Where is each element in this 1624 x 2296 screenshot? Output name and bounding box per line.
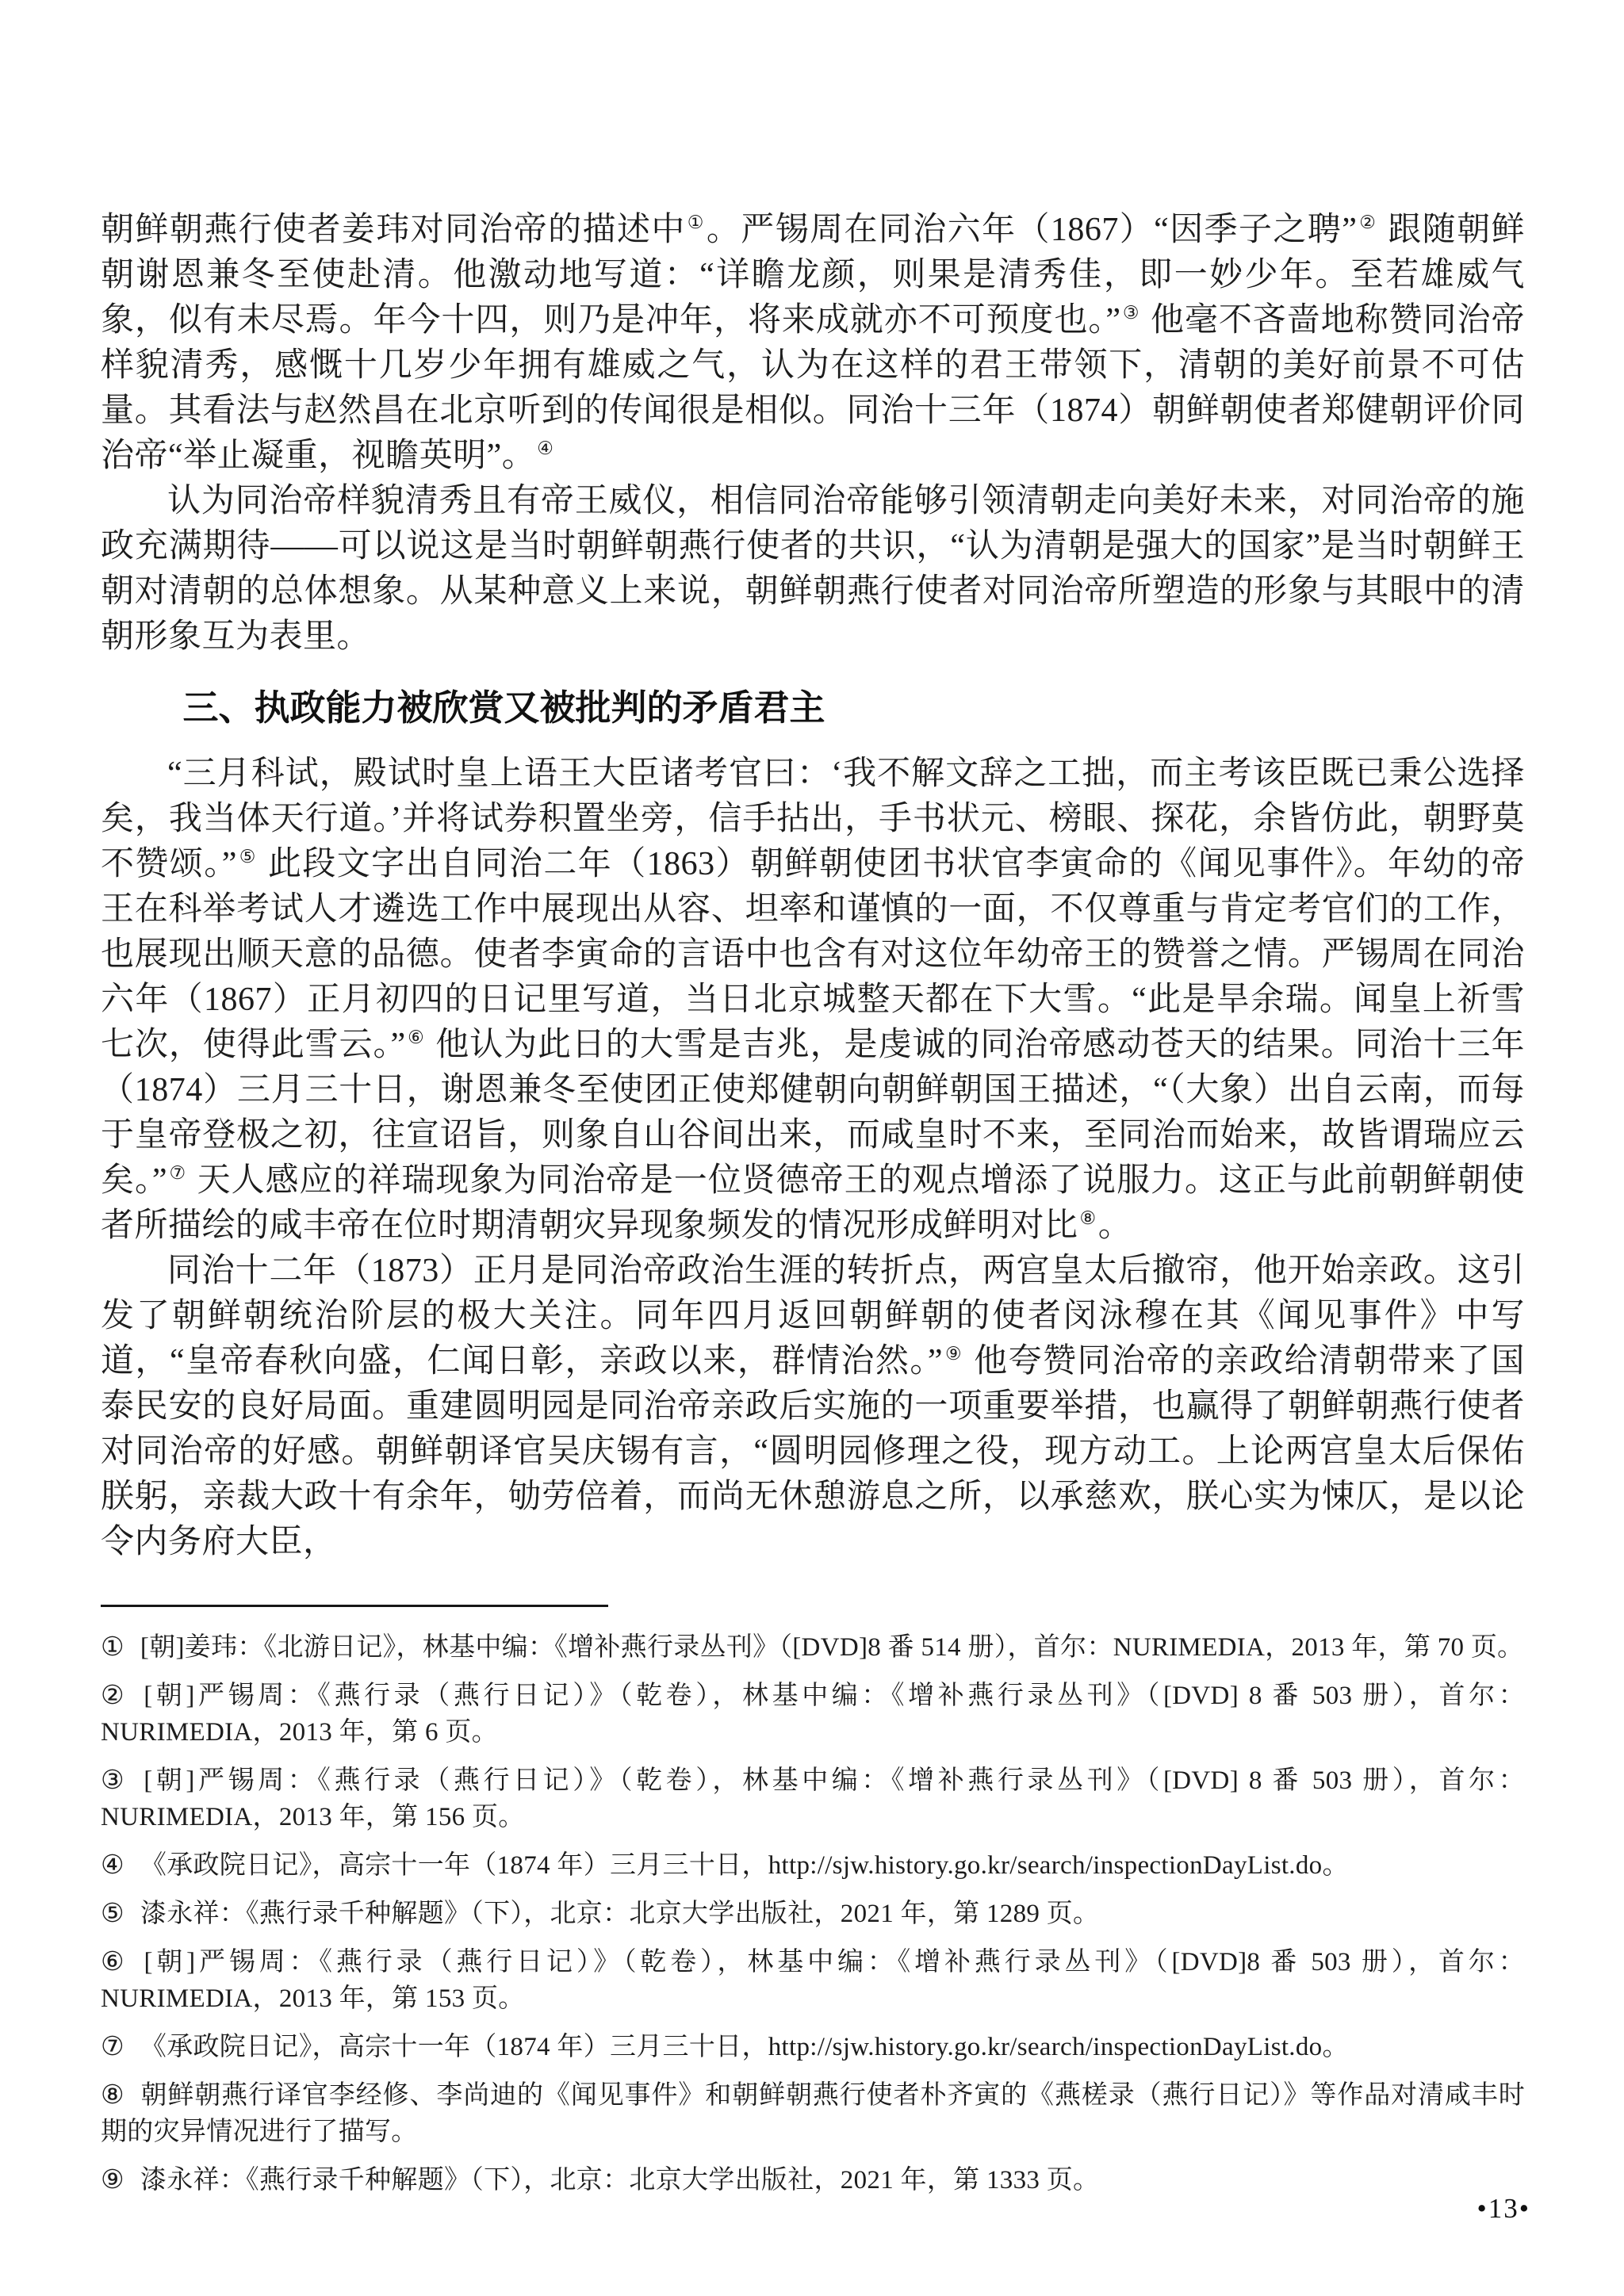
article-content <box>101 208 1525 2210</box>
footnote-marker: ⑨ <box>101 2166 124 2195</box>
footnote-text: 漆永祥：《燕行录千种解题》（下），北京：北京大学出版社，2021 年，第 1333 页。 <box>140 2166 1100 2195</box>
footnote-text: 漆永祥：《燕行录千种解题》（下），北京：北京大学出版社，2021 年，第 1289 页。 <box>140 1900 1100 1928</box>
footnote-item <box>101 1629 1525 1666</box>
footnote-divider <box>101 1605 608 1607</box>
footnote-text: 朝鲜朝燕行译官李经修、李尚迪的《闻见事件》和朝鲜朝燕行使者朴齐寅的《燕槎录（燕行日记）》等作品对清咸丰时期的灾异情况进行了描写。 <box>101 2081 1525 2146</box>
footnote-marker: ⑤ <box>101 1900 124 1928</box>
footnote-item <box>101 2162 1525 2198</box>
footnote-ref: ⑧ <box>1079 1207 1097 1228</box>
footnote-marker: ② <box>101 1682 128 1710</box>
paragraph: “三月科试，殿试时皇上语王大臣诸考官曰：‘我不解文辞之工拙，而主考该臣既已秉公选择矣，我当体天行道。’并将试券积置坐旁，信手拈出，手书状元、榜眼、探花，余皆仿此，朝野莫不赞颂。”⑤ 此段文字出自同治二年（1863）朝鲜朝使团书状官李寅命的《闻见事件》。年幼的帝王在科举考试人才遴选工作中展现出从容、坦率和谨慎的一面，不仅尊重与肯定考官们的工作，也展现出顺天意的品德。使者李寅命的言语中也含有对这位年幼帝王的赞誉之情。严锡周在同治六年（1867）正月初四的日记里写道，当日北京城整天都在下大雪。“此是旱余瑞。闻皇上祈雪七次，使得此雪云。”⑥ 他认为此日的大雪是吉兆，是虔诚的同治帝感动苍天的结果。同治十三年（1874）三月三十日，谢恩兼冬至使团正使郑健朝向朝鲜朝国王描述，“（大象）出自云南，而每于皇帝登极之初，往宣诏旨，则象自山谷间出来，而咸皇时不来，至同治而始来，故皆谓瑞应云矣。”⑦ 天人感应的祥瑞现象为同治帝是一位贤德帝王的观点增添了说服力。这正与此前朝鲜朝使者所描绘的咸丰帝在位时期清朝灾异现象频发的情况形成鲜明对比⑧。 <box>101 756 1525 1244</box>
page-number: •13• <box>1477 2193 1530 2224</box>
footnote-item <box>101 1896 1525 1932</box>
article-body <box>101 208 1525 1565</box>
footnote-item <box>101 1944 1525 2017</box>
footnote-ref: ① <box>687 212 705 232</box>
paragraph: 认为同治帝样貌清秀且有帝王威仪，相信同治帝能够引领清朝走向美好未来，对同治帝的施政充满期待——可以说这是当时朝鲜朝燕行使者的共识，“认为清朝是强大的国家”是当时朝鲜王朝对清朝的总体想象。从某种意义上来说，朝鲜朝燕行使者对同治帝所塑造的形象与其眼中的清朝形象互为表里。 <box>101 483 1525 655</box>
footnote-ref: ② <box>1358 212 1377 232</box>
paragraph: 同治十二年（1873）正月是同治帝政治生涯的转折点，两宫皇太后撤帘，他开始亲政。这引发了朝鲜朝统治阶层的极大关注。同年四月返回朝鲜朝的使者闵泳穆在其《闻见事件》中写道，“皇帝春秋向盛，仁闻日彰，亲政以来，群情治然。”⑨ 他夸赞同治帝的亲政给清朝带来了国泰民安的良好局面。重建圆明园是同治帝亲政后实施的一项重要举措，也赢得了朝鲜朝燕行使者对同治帝的好感。朝鲜朝译官吴庆锡有言，“圆明园修理之役，现方动工。上论两宫皇太后保佑朕躬，亲裁大政十有余年，劬劳倍着，而尚无休憩游息之所，以承慈欢，朕心实为悚仄，是以论令内务府大臣， <box>101 1253 1525 1560</box>
footnote-item <box>101 1678 1525 1751</box>
paragraph: 朝鲜朝燕行使者姜玮对同治帝的描述中①。严锡周在同治六年（1867）“因季子之聘”② 跟随朝鲜朝谢恩兼冬至使赴清。他激动地写道：“详瞻龙颜，则果是清秀佳，即一妙少年。至若雄威气象，似有未尽焉。年今十四，则乃是冲年，将来成就亦不可预度也。”③ 他毫不吝啬地称赞同治帝样貌清秀，感慨十几岁少年拥有雄威之气，认为在这样的君王带领下，清朝的美好前景不可估量。其看法与赵然昌在北京听到的传闻很是相似。同治十三年（1874）朝鲜朝使者郑健朝评价同治帝“举止凝重，视瞻英明”。④ <box>101 212 1525 474</box>
footnote-text: [朝]严锡周：《燕行录（燕行日记）》（乾卷），林基中编：《增补燕行录丛刊》（[DVD] 8 番 503 册），首尔：NURIMEDIA，2013 年，第 6 页。 <box>101 1682 1525 1747</box>
section-heading: 三、执政能力被欣赏又被批判的矛盾君主 <box>182 687 825 728</box>
footnote-text: [朝]姜玮：《北游日记》，林基中编：《增补燕行录丛刊》（[DVD]8 番 514 册），首尔：NURIMEDIA，2013 年，第 70 页。 <box>140 1633 1524 1662</box>
footnote-marker: ⑥ <box>101 1948 128 1976</box>
footnote-text: 《承政院日记》，高宗十一年（1874 年）三月三十日，http://sjw.history.go.kr/search/inspectionDayList.do。 <box>140 2033 1349 2061</box>
footnote-ref: ③ <box>1122 302 1140 323</box>
footnote-ref: ⑥ <box>407 1027 425 1047</box>
footnote-item <box>101 2029 1525 2065</box>
footnote-marker: ④ <box>101 1851 124 1880</box>
footnote-ref: ⑦ <box>169 1162 187 1183</box>
footnote-text: 《承政院日记》，高宗十一年（1874 年）三月三十日，http://sjw.history.go.kr/search/inspectionDayList.do。 <box>140 1851 1349 1880</box>
footnotes-section <box>101 1629 1525 2198</box>
footnote-text: [朝]严锡周：《燕行录（燕行日记）》（乾卷），林基中编：《增补燕行录丛刊》（[DVD] 8 番 503 册），首尔：NURIMEDIA，2013 年，第 156 页。 <box>101 1766 1525 1831</box>
footnote-marker: ① <box>101 1633 124 1662</box>
footnote-item <box>101 1847 1525 1884</box>
footnote-marker: ③ <box>101 1766 128 1795</box>
footnote-text: [朝]严锡周：《燕行录（燕行日记）》（乾卷），林基中编：《增补燕行录丛刊》（[DVD]8 番 503 册），首尔：NURIMEDIA，2013 年，第 153 页。 <box>101 1948 1525 2013</box>
footnote-item <box>101 1762 1525 1835</box>
footnote-ref: ⑨ <box>944 1343 963 1364</box>
footnote-marker: ⑦ <box>101 2033 124 2061</box>
footnote-ref: ⑤ <box>238 846 257 867</box>
footnote-marker: ⑧ <box>101 2081 125 2110</box>
footnote-item <box>101 2077 1525 2150</box>
footnote-ref: ④ <box>537 438 554 458</box>
